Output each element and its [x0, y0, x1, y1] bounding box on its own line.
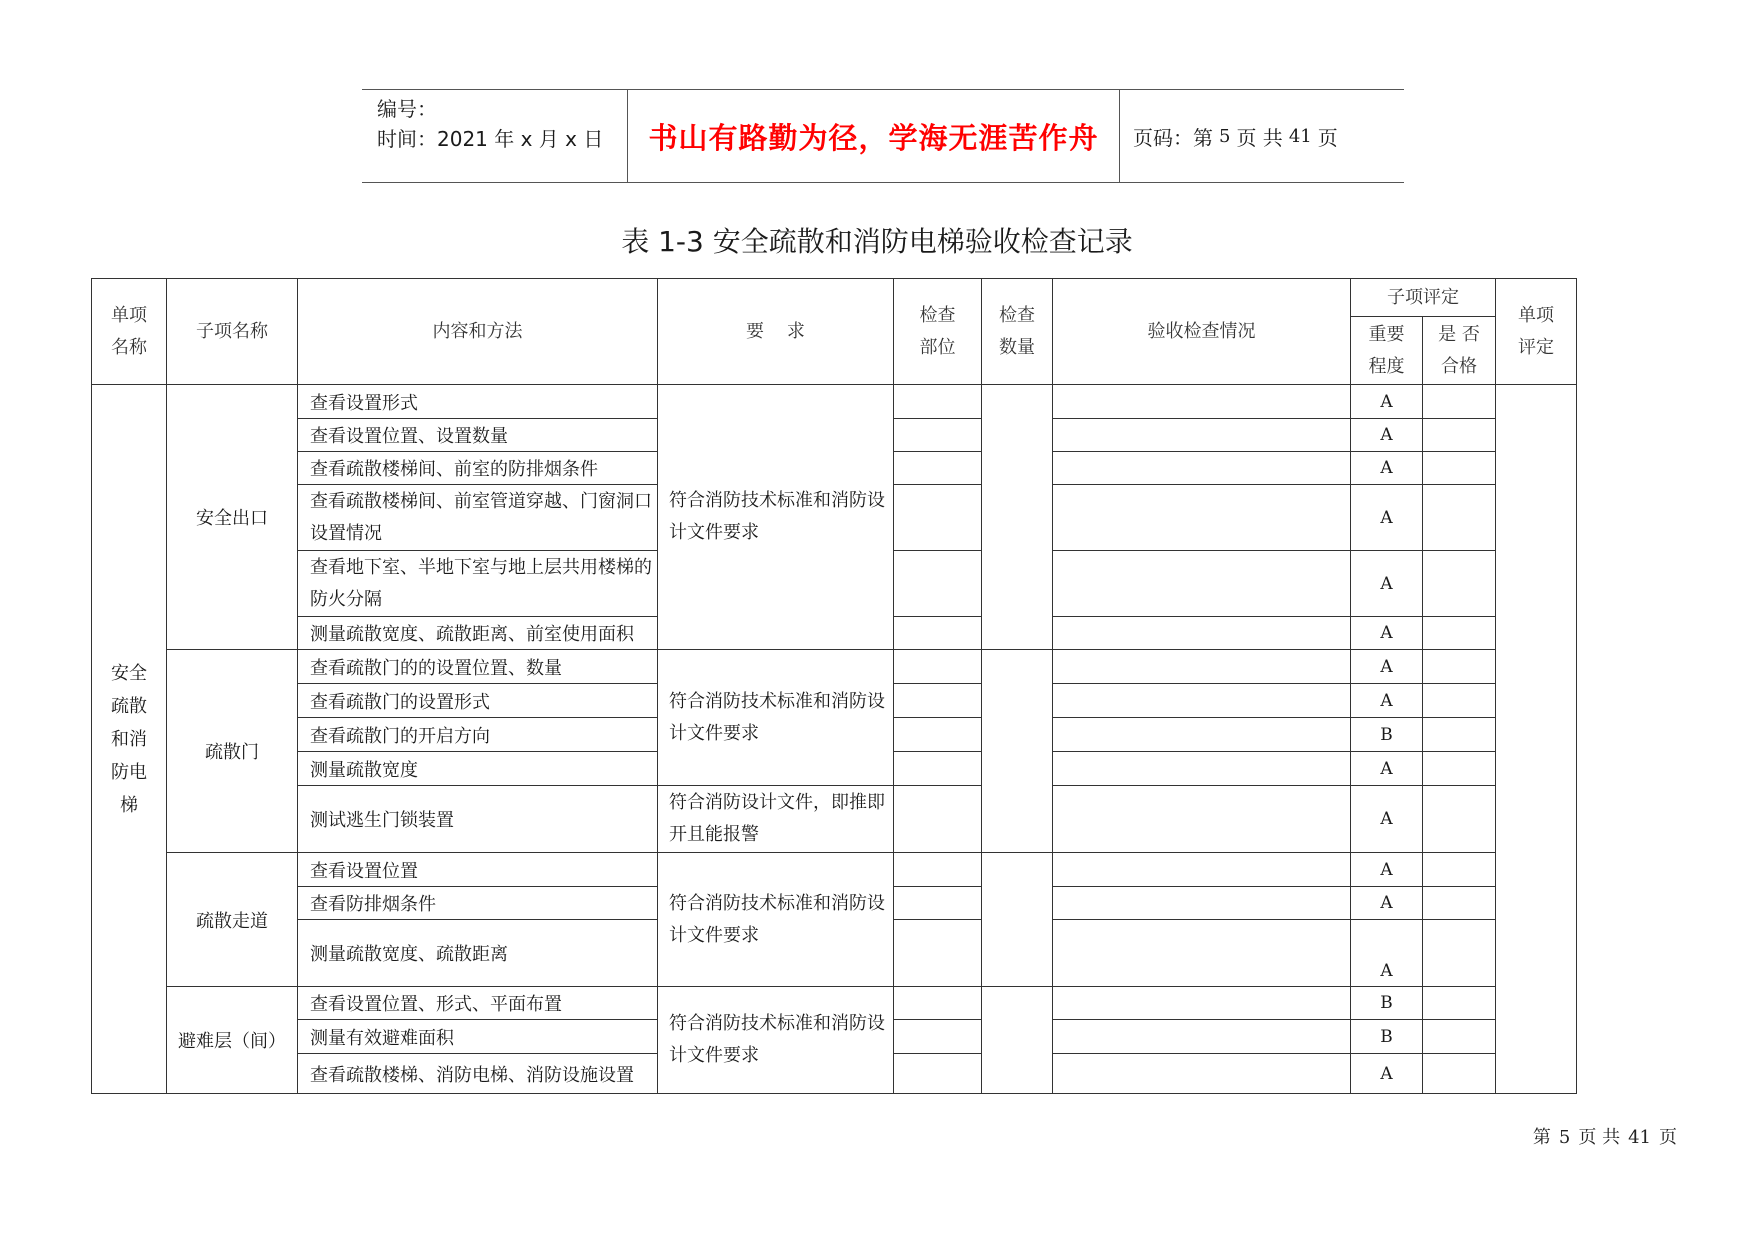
content-cell: 查看疏散门的设置形式 [298, 684, 658, 718]
header-requirement: 要 求 [658, 279, 894, 385]
qualified-cell[interactable] [1423, 419, 1496, 452]
header-text: 检查 [999, 304, 1035, 326]
content-cell: 查看设置位置、设置数量 [298, 419, 658, 452]
header-text: 部位 [919, 336, 956, 358]
qualified-cell[interactable] [1423, 1054, 1496, 1094]
header-content: 内容和方法 [298, 279, 658, 385]
situation-cell[interactable] [1053, 853, 1351, 887]
sub-item-name: 疏散走道 [167, 853, 298, 987]
footer-mid: 页 共 [1578, 1127, 1621, 1148]
position-cell[interactable] [894, 419, 982, 452]
header-quantity [982, 279, 1053, 385]
unit-name-line: 防电 [111, 761, 147, 783]
position-cell[interactable] [894, 887, 982, 920]
header-meta [362, 90, 628, 182]
qualified-cell[interactable] [1423, 452, 1496, 485]
position-cell[interactable] [894, 752, 982, 786]
table-row [92, 650, 1577, 684]
qualified-cell[interactable] [1423, 887, 1496, 920]
qualified-cell[interactable] [1423, 920, 1496, 987]
header-text: 检查 [919, 304, 956, 326]
position-cell[interactable] [894, 786, 982, 853]
qualified-cell[interactable] [1423, 684, 1496, 718]
footer-total: 41 [1628, 1127, 1651, 1148]
content-cell: 测量有效避难面积 [298, 1020, 658, 1054]
sub-item-name: 避难层（间） [167, 987, 298, 1094]
situation-cell[interactable] [1053, 718, 1351, 752]
header-page-info [1120, 90, 1404, 182]
position-cell[interactable] [894, 452, 982, 485]
requirement-cell: 符合消防技术标准和消防设计文件要求 [658, 987, 894, 1094]
header-text: 数量 [999, 336, 1035, 358]
requirement-cell: 符合消防技术标准和消防设计文件要求 [658, 853, 894, 987]
table-row [92, 853, 1577, 887]
quantity-cell[interactable] [982, 853, 1053, 987]
content-cell: 查看防排烟条件 [298, 887, 658, 920]
requirement-cell: 符合消防设计文件，即推即开且能报警 [658, 786, 894, 853]
content-cell: 查看设置位置 [298, 853, 658, 887]
quantity-cell[interactable] [982, 987, 1053, 1094]
position-cell[interactable] [894, 650, 982, 684]
content-cell: 查看设置位置、形式、平面布置 [298, 987, 658, 1020]
header-motto: 书山有路勤为径，学海无涯苦作舟 [628, 90, 1120, 182]
time-label: 时间：2021 年 x 月 x 日 [377, 127, 604, 151]
content-cell: 查看疏散门的的设置位置、数量 [298, 650, 658, 684]
importance-grade: A [1351, 920, 1423, 987]
sub-item-name: 安全出口 [167, 385, 298, 650]
header-importance [1351, 317, 1423, 385]
situation-cell[interactable] [1053, 920, 1351, 987]
header-unit-item [92, 279, 167, 385]
position-cell[interactable] [894, 987, 982, 1020]
situation-cell[interactable] [1053, 786, 1351, 853]
importance-grade: B [1351, 987, 1423, 1020]
importance-grade: A [1351, 786, 1423, 853]
quantity-cell[interactable] [982, 650, 1053, 853]
inspection-table [91, 278, 1577, 1094]
situation-cell[interactable] [1053, 617, 1351, 650]
footer-prefix: 第 [1532, 1127, 1551, 1148]
situation-cell[interactable] [1053, 887, 1351, 920]
header-text: 单项 [1518, 304, 1554, 326]
content-cell: 查看疏散楼梯间、前室管道穿越、门窗洞口设置情况 [298, 485, 658, 551]
position-cell[interactable] [894, 853, 982, 887]
content-cell: 查看地下室、半地下室与地上层共用楼梯的防火分隔 [298, 551, 658, 617]
position-cell[interactable] [894, 551, 982, 617]
importance-grade: A [1351, 853, 1423, 887]
table-row [92, 786, 1577, 853]
unit-name-cell [92, 385, 167, 1094]
importance-grade: B [1351, 718, 1423, 752]
importance-grade: A [1351, 419, 1423, 452]
importance-grade: A [1351, 684, 1423, 718]
content-cell: 测量疏散宽度 [298, 752, 658, 786]
table-header-row [92, 279, 1577, 317]
qualified-cell[interactable] [1423, 786, 1496, 853]
importance-grade: B [1351, 1020, 1423, 1054]
unit-name-line: 梯 [120, 794, 138, 816]
situation-cell[interactable] [1053, 1020, 1351, 1054]
page-footer [1529, 1123, 1681, 1149]
importance-grade: A [1351, 887, 1423, 920]
unit-name-line: 疏散 [111, 695, 147, 717]
sub-item-name: 疏散门 [167, 650, 298, 853]
quantity-cell[interactable] [982, 385, 1053, 650]
position-cell[interactable] [894, 385, 982, 419]
importance-grade: A [1351, 1054, 1423, 1094]
content-cell: 查看设置形式 [298, 385, 658, 419]
importance-grade: A [1351, 485, 1423, 551]
position-cell[interactable] [894, 1054, 982, 1094]
header-text: 评定 [1518, 336, 1554, 358]
qualified-cell[interactable] [1423, 752, 1496, 786]
document-title: 表 1-3 安全疏散和消防电梯验收检查记录 [621, 225, 1133, 258]
code-label: 编号： [377, 97, 437, 121]
qualified-cell[interactable] [1423, 718, 1496, 752]
unit-name-line: 安全 [111, 662, 147, 684]
qualified-cell[interactable] [1423, 617, 1496, 650]
importance-grade: A [1351, 650, 1423, 684]
header-position [894, 279, 982, 385]
table-row [92, 987, 1577, 1020]
header-qualified [1423, 317, 1496, 385]
table-row [92, 385, 1577, 419]
position-cell[interactable] [894, 718, 982, 752]
requirement-cell: 符合消防技术标准和消防设计文件要求 [658, 385, 894, 650]
page-number: 5 [1219, 125, 1231, 147]
content-cell: 查看疏散楼梯、消防电梯、消防设施设置 [298, 1054, 658, 1094]
header-text: 合格 [1441, 355, 1477, 377]
header-unit-eval [1496, 279, 1577, 385]
situation-cell[interactable] [1053, 452, 1351, 485]
situation-cell[interactable] [1053, 650, 1351, 684]
header-sub-eval: 子项评定 [1351, 279, 1496, 317]
qualified-cell[interactable] [1423, 485, 1496, 551]
unit-name-line: 和消 [111, 728, 147, 750]
content-cell: 测量疏散宽度、疏散距离 [298, 920, 658, 987]
situation-cell[interactable] [1053, 385, 1351, 419]
qualified-cell[interactable] [1423, 551, 1496, 617]
importance-grade: A [1351, 551, 1423, 617]
qualified-cell[interactable] [1423, 1020, 1496, 1054]
footer-suffix: 页 [1659, 1127, 1677, 1148]
position-cell[interactable] [894, 1020, 982, 1054]
situation-cell[interactable] [1053, 551, 1351, 617]
header-text: 程度 [1368, 355, 1405, 377]
situation-cell[interactable] [1053, 684, 1351, 718]
qualified-cell[interactable] [1423, 853, 1496, 887]
situation-cell[interactable] [1053, 485, 1351, 551]
situation-cell[interactable] [1053, 419, 1351, 452]
content-cell: 测量疏散宽度、疏散距离、前室使用面积 [298, 617, 658, 650]
page-header [362, 89, 1404, 183]
page-suffix: 页 [1317, 125, 1338, 150]
importance-grade: A [1351, 752, 1423, 786]
importance-grade: A [1351, 385, 1423, 419]
qualified-cell[interactable] [1423, 650, 1496, 684]
importance-grade: A [1351, 452, 1423, 485]
header-sub-item: 子项名称 [167, 279, 298, 385]
header-text: 是 否 [1438, 323, 1480, 345]
header-text: 重要 [1368, 323, 1405, 345]
page-mid: 页 共 [1236, 125, 1283, 150]
qualified-cell[interactable] [1423, 987, 1496, 1020]
content-cell: 查看疏散门的开启方向 [298, 718, 658, 752]
unit-eval-cell[interactable] [1496, 385, 1577, 1094]
qualified-cell[interactable] [1423, 385, 1496, 419]
importance-grade: A [1351, 617, 1423, 650]
header-situation: 验收检查情况 [1053, 279, 1351, 385]
position-cell[interactable] [894, 684, 982, 718]
situation-cell[interactable] [1053, 1054, 1351, 1094]
position-cell[interactable] [894, 920, 982, 987]
situation-cell[interactable] [1053, 987, 1351, 1020]
situation-cell[interactable] [1053, 752, 1351, 786]
content-cell: 查看疏散楼梯间、前室的防排烟条件 [298, 452, 658, 485]
page-total: 41 [1288, 125, 1312, 147]
position-cell[interactable] [894, 485, 982, 551]
header-text: 单项 [111, 304, 147, 326]
position-cell[interactable] [894, 617, 982, 650]
page-prefix: 页码：第 [1133, 125, 1213, 150]
requirement-cell: 符合消防技术标准和消防设计文件要求 [658, 650, 894, 786]
content-cell: 测试逃生门锁装置 [298, 786, 658, 853]
footer-page: 5 [1558, 1127, 1571, 1148]
header-text: 名称 [111, 336, 147, 358]
